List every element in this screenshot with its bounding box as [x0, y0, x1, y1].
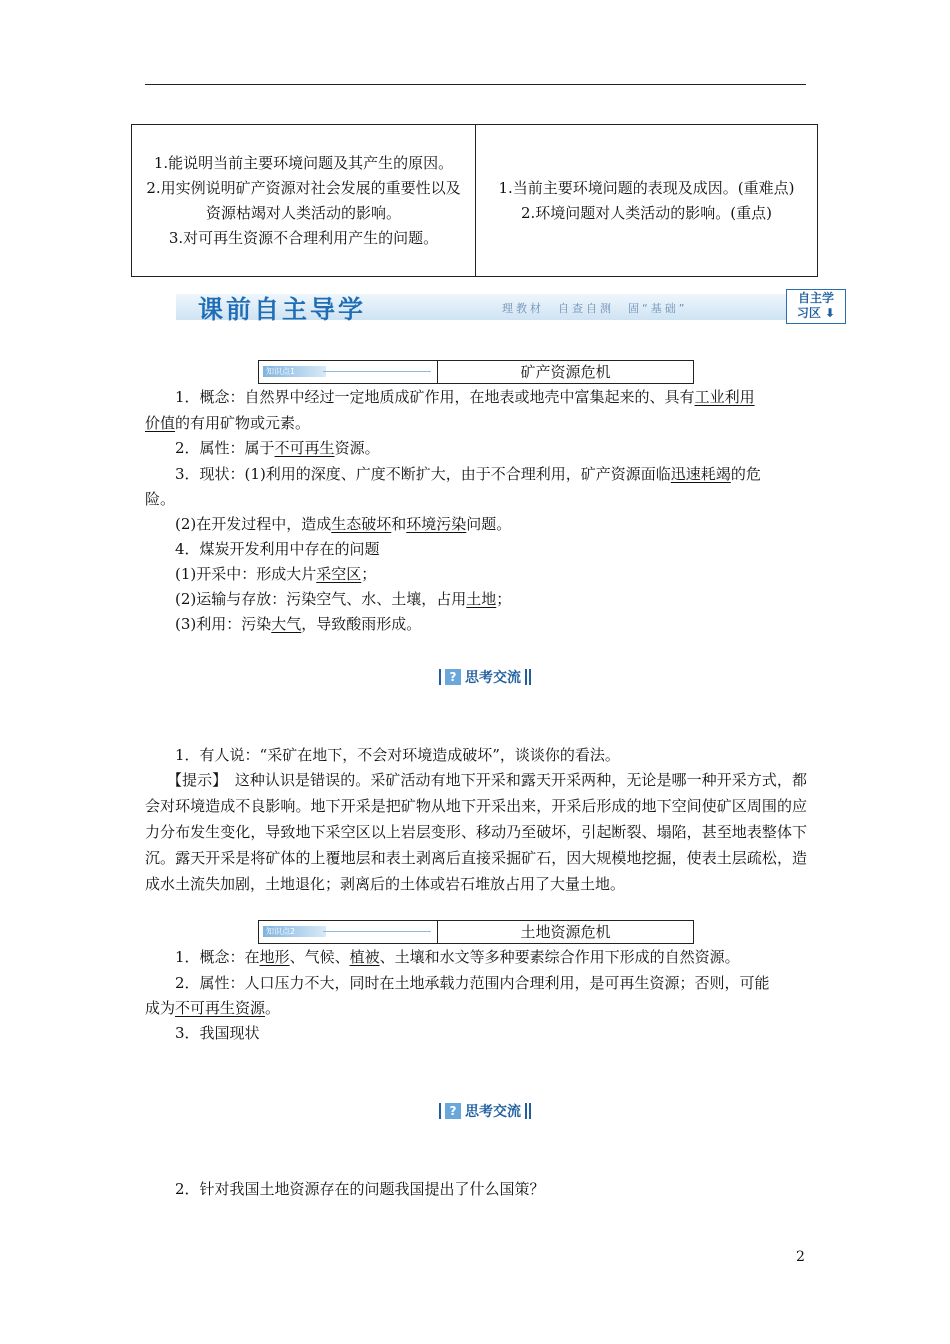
underlined-answer: 采空区 [316, 565, 362, 583]
text: 4．煤炭开发利用中存在的问题 [175, 540, 380, 558]
paragraph [145, 944, 807, 970]
text: ，导致酸雨形成。 [301, 615, 422, 633]
underlined-answer: 价值 [145, 414, 176, 432]
underlined-answer: 不可再生 [274, 439, 335, 457]
text: 2．属性：人口压力不大，同时在土地承载力范围内合理利用，是可再生资源；否则，可能 [175, 974, 770, 992]
objectives-right-cell [476, 125, 817, 276]
text: 的有用矿物或元素。 [175, 414, 311, 432]
banner-badge [786, 289, 846, 324]
question-icon: ? [445, 1103, 461, 1119]
text: 2．属性：属于 [175, 439, 275, 457]
paragraph [145, 384, 807, 410]
text: 、土壤和水文等多种要素综合作用下形成的自然资源。 [379, 948, 740, 966]
page-number: 2 [796, 1249, 805, 1265]
bar-decoration [439, 669, 441, 685]
paragraph [145, 536, 807, 562]
objectives-table [131, 124, 818, 277]
underlined-answer: 大气 [271, 615, 302, 633]
text: 3．我国现状 [175, 1024, 260, 1042]
paragraph [145, 970, 807, 996]
think-exchange-heading [438, 1101, 532, 1121]
text: 成为 [145, 999, 176, 1017]
text: 的危 [730, 465, 761, 483]
hint-label: 【提示】 [167, 771, 220, 789]
bar-decoration [525, 1103, 527, 1119]
hint-paragraph [145, 767, 807, 897]
text: 1．概念：在 [175, 948, 260, 966]
text: (1)开采中：形成大片 [175, 565, 317, 583]
paragraph [145, 410, 807, 436]
text: (3)利用：污染 [175, 615, 272, 633]
badge-line: 习区 ⬇ [796, 306, 836, 320]
bar-decoration [439, 1103, 441, 1119]
text: 3．现状：(1)利用的深度、广度不断扩大，由于不合理利用，矿产资源面临 [175, 465, 671, 483]
text: 、气候、 [289, 948, 350, 966]
arrow-line [323, 371, 431, 372]
text: 和 [391, 515, 407, 533]
bar-decoration [529, 669, 531, 685]
badge-line: 自主学 [797, 291, 834, 305]
knowledge-point-title: 矿产资源危机 [520, 363, 611, 381]
text: 问题。 [466, 515, 512, 533]
paragraph [145, 586, 807, 612]
knowledge-point-tag-box [259, 921, 438, 943]
underlined-answer: 土地 [466, 590, 497, 608]
paragraph [145, 461, 807, 487]
knowledge-point-tag: 知识点1 [263, 366, 326, 377]
objective-item: 3.对可再生资源不合理利用产生的问题。 [168, 228, 439, 247]
think-exchange-heading [438, 667, 532, 687]
text: 险。 [145, 490, 176, 508]
objective-item: 2.用实例说明矿产资源对社会发展的重要性以及资源枯竭对人类活动的影响。 [146, 178, 461, 222]
knowledge-point-header [258, 920, 694, 944]
paragraph [145, 611, 807, 637]
bar-decoration [525, 669, 527, 685]
underlined-answer: 地形 [259, 948, 290, 966]
text: ； [361, 565, 377, 583]
paragraph [145, 486, 807, 512]
key-point-item: 2.环境问题对人类活动的影响。(重点) [520, 203, 773, 222]
section-banner [176, 288, 846, 326]
arrow-line [323, 931, 431, 932]
paragraph [145, 511, 807, 537]
knowledge-point-header [258, 360, 694, 384]
underlined-answer: 植被 [349, 948, 380, 966]
objectives-left-cell [132, 125, 476, 276]
key-point-item: 1.当前主要环境问题的表现及成因。(重难点) [498, 178, 795, 197]
text: 资源。 [334, 439, 380, 457]
knowledge-point-tag-box [259, 361, 438, 383]
text: (2)在开发过程中，造成 [175, 515, 332, 533]
question: 2．针对我国土地资源存在的问题我国提出了什么国策？ [175, 1180, 545, 1198]
question-icon: ? [445, 669, 461, 685]
objective-item: 1.能说明当前主要环境问题及其产生的原因。 [153, 153, 454, 172]
banner-title: 课前自主导学 [198, 295, 367, 324]
banner-slogan: 理教材 自查自测 固“基础” [502, 302, 688, 315]
think-exchange-label: 思考交流 [465, 1104, 521, 1120]
paragraph [145, 435, 807, 461]
underlined-answer: 环境污染 [406, 515, 467, 533]
underlined-answer: 工业利用 [694, 388, 755, 406]
underlined-answer: 迅速耗竭 [670, 465, 731, 483]
knowledge-point-tag: 知识点2 [263, 926, 326, 937]
text: ； [496, 590, 512, 608]
underlined-answer: 生态破坏 [331, 515, 392, 533]
text: 。 [265, 999, 281, 1017]
underlined-answer: 不可再生资源 [175, 999, 266, 1017]
question: 1．有人说：“采矿在地下，不会对环境造成破坏”，谈谈你的看法。 [175, 746, 620, 764]
bar-decoration [529, 1103, 531, 1119]
knowledge-point-title: 土地资源危机 [520, 923, 611, 941]
paragraph [145, 561, 807, 587]
hint-text: 这种认识是错误的。采矿活动有地下开采和露天开采两种，无论是哪一种开采方式，都会对环境造成不良影响。地下开采是把矿物从地下开采出来，开采后形成的地下空间使矿区周围的应力分布发生变化，导致地下采空区以上岩层变形、移动乃至破坏，引起断裂、塌陷，甚至地表整体下沉。露天开采是将矿体的上覆地层和表土剥离后直接采掘矿石，因大规模地挖掘，使表土层疏松，造成水土流失加剧，土地退化；剥离后的土体或岩石堆放占用了大量土地。 [145, 771, 807, 893]
text: (2)运输与存放：污染空气、水、土壤，占用 [175, 590, 467, 608]
think-exchange-label: 思考交流 [465, 670, 521, 686]
paragraph [145, 1020, 807, 1046]
paragraph [145, 995, 807, 1021]
header-rule [145, 84, 806, 85]
text: 1．概念：自然界中经过一定地质成矿作用，在地表或地壳中富集起来的、具有 [175, 388, 695, 406]
